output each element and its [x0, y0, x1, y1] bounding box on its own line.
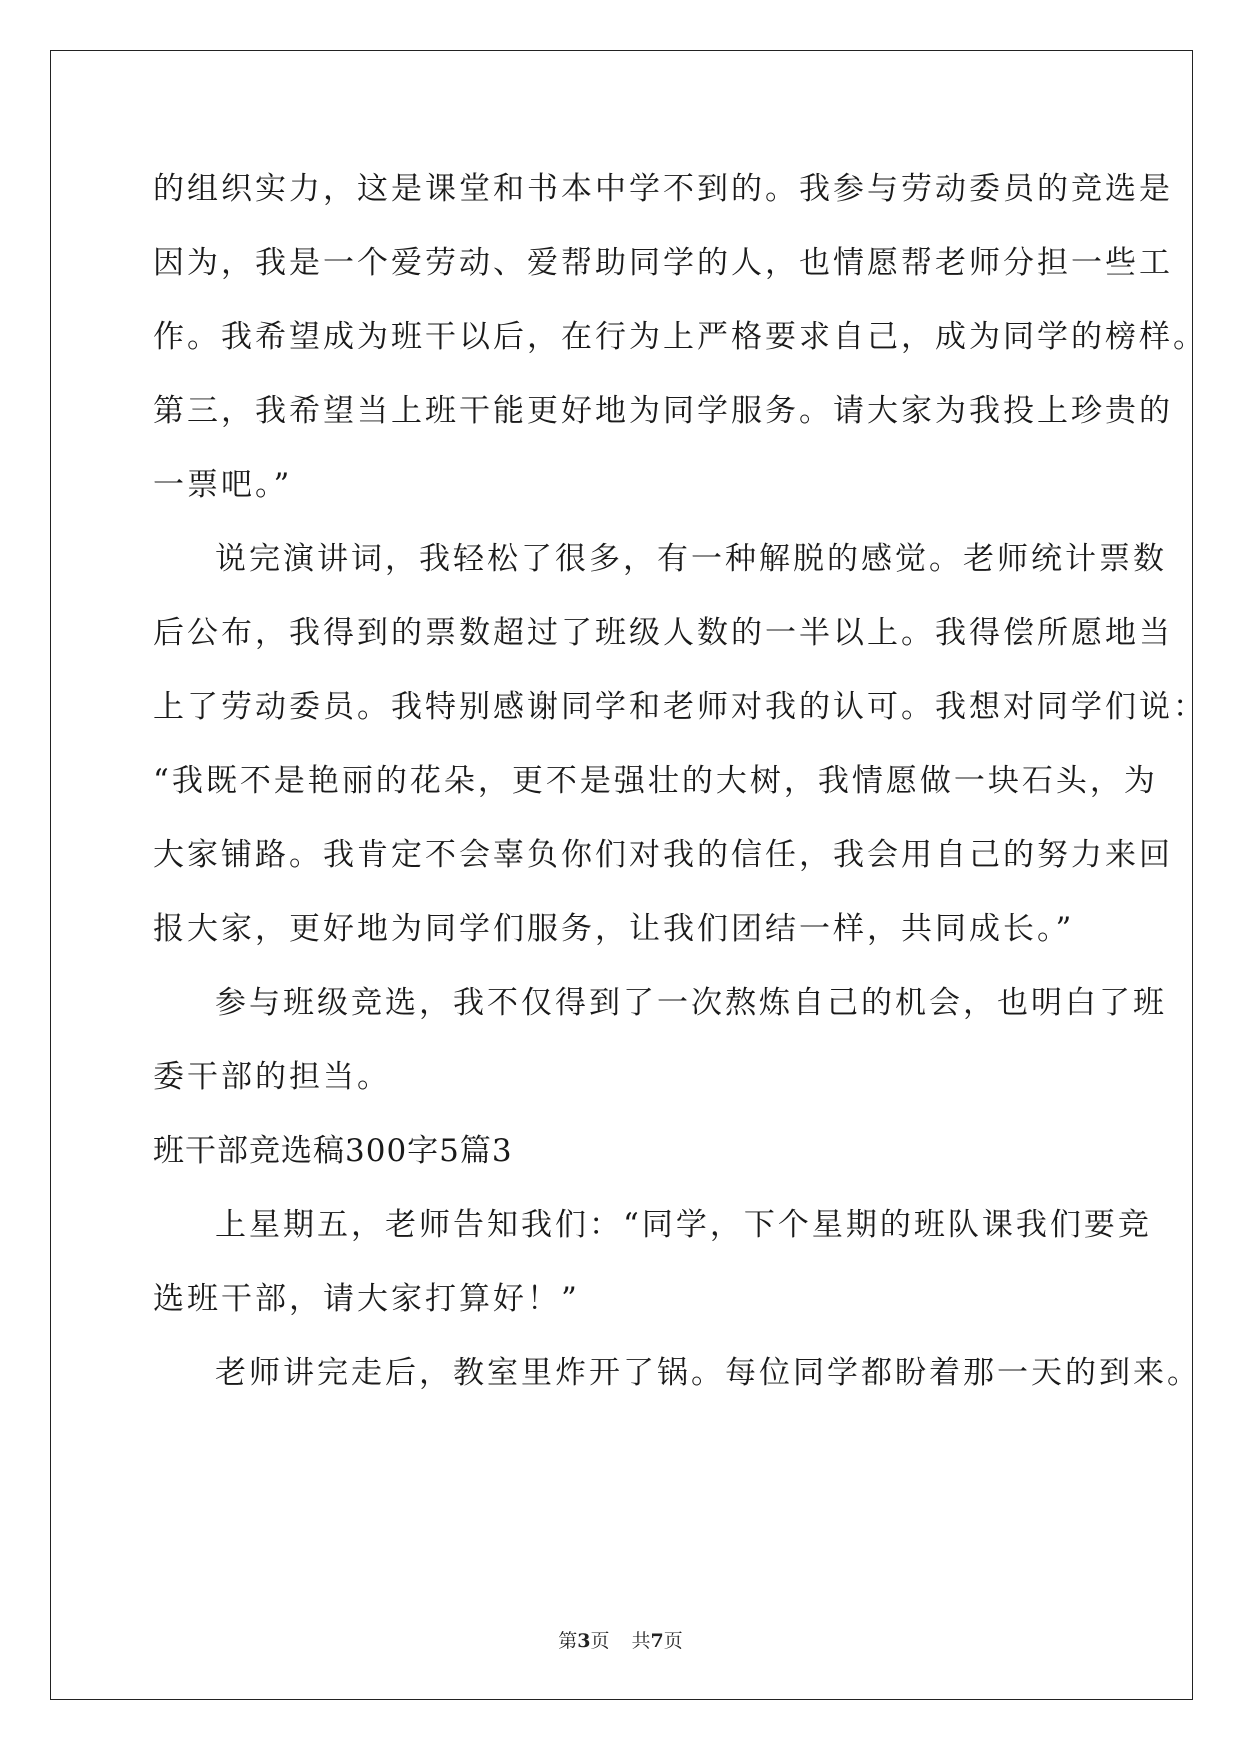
- section-heading: 班干部竞选稿300字5篇3: [153, 1133, 513, 1169]
- page-total: 7: [650, 1630, 664, 1652]
- total-suffix: 页: [663, 1630, 683, 1652]
- page-footer: [0, 1626, 1241, 1653]
- text-line: 上星期五，老师告知我们：“同学，下个星期的班队课我们要竞: [215, 1207, 1152, 1243]
- page-prefix: 第: [558, 1630, 578, 1652]
- text-line: 的组织实力，这是课堂和书本中学不到的。我参与劳动委员的竞选是: [153, 171, 1173, 207]
- text-line: 上了劳动委员。我特别感谢同学和老师对我的认可。我想对同学们说：: [153, 689, 1207, 725]
- text-line: “我既不是艳丽的花朵，更不是强壮的大树，我情愿做一块石头，为: [153, 763, 1158, 799]
- text-line: 后公布，我得到的票数超过了班级人数的一半以上。我得偿所愿地当: [153, 615, 1173, 651]
- text-line: 说完演讲词，我轻松了很多，有一种解脱的感觉。老师统计票数: [215, 541, 1167, 577]
- page-suffix: 页: [590, 1630, 610, 1652]
- total-prefix: 共: [631, 1630, 651, 1652]
- text-line: 参与班级竞选，我不仅得到了一次熬炼自己的机会，也明白了班: [215, 985, 1167, 1021]
- text-line: 作。我希望成为班干以后，在行为上严格要求自己，成为同学的榜样。: [153, 319, 1207, 355]
- text-line: 第三，我希望当上班干能更好地为同学服务。请大家为我投上珍贵的: [153, 393, 1173, 429]
- page-current: 3: [577, 1630, 591, 1652]
- text-line: 一票吧。”: [153, 467, 293, 503]
- text-line: 选班干部，请大家打算好！”: [153, 1281, 580, 1317]
- text-line: 大家铺路。我肯定不会辜负你们对我的信任，我会用自己的努力来回: [153, 837, 1173, 873]
- document-body: [153, 162, 1207, 1420]
- text-line: 老师讲完走后，教室里炸开了锅。每位同学都盼着那一天的到来。: [215, 1355, 1201, 1391]
- text-line: 因为，我是一个爱劳动、爱帮助同学的人，也情愿帮老师分担一些工: [153, 245, 1173, 281]
- text-line: 报大家，更好地为同学们服务，让我们团结一样，共同成长。”: [153, 911, 1075, 947]
- text-line: 委干部的担当。: [153, 1059, 391, 1095]
